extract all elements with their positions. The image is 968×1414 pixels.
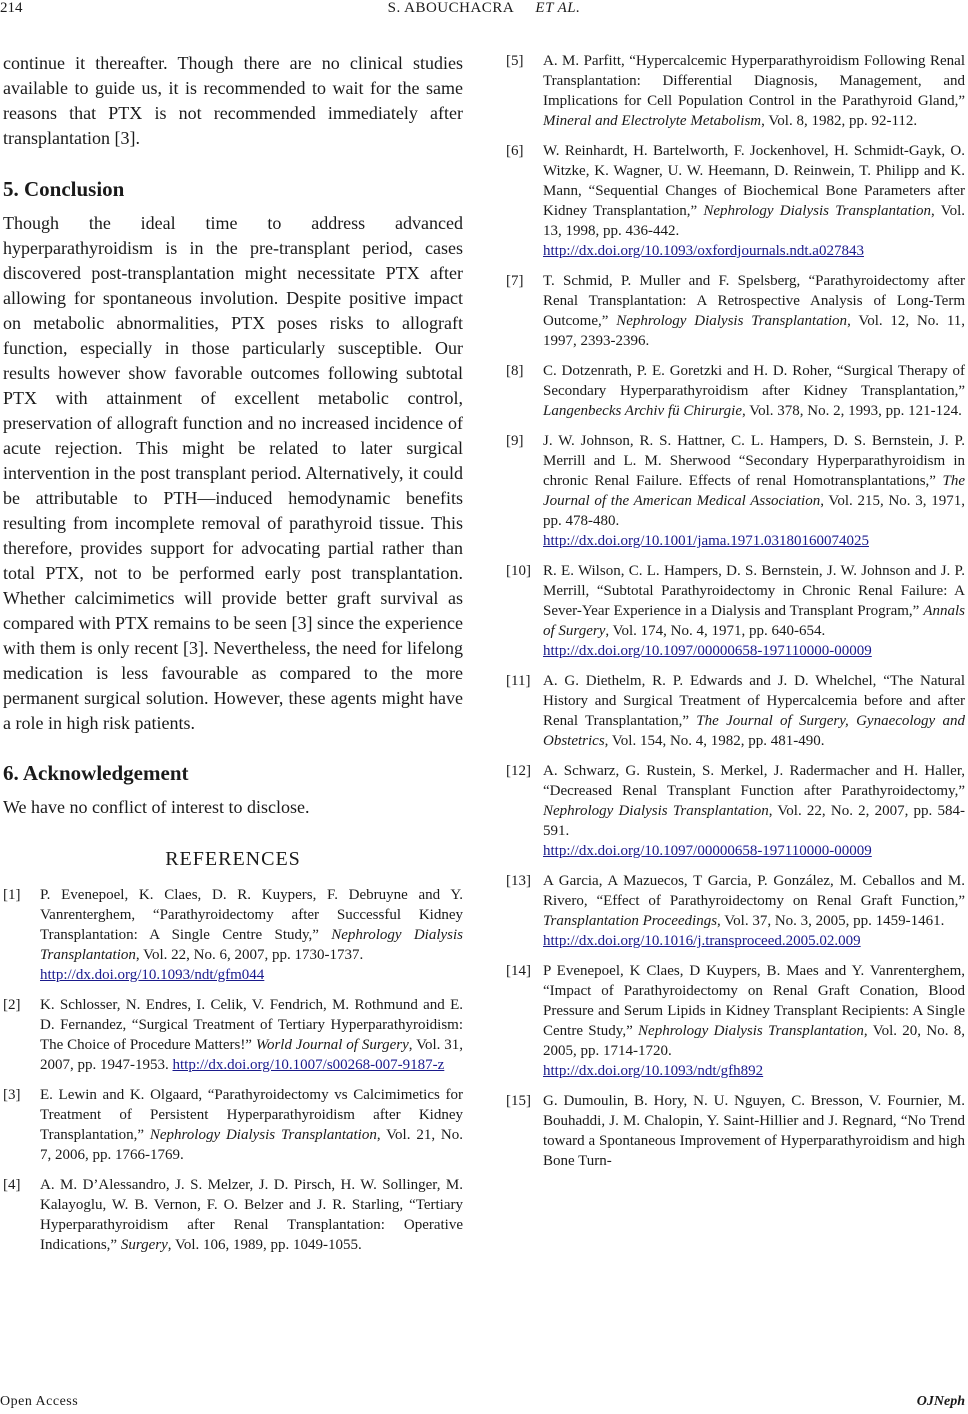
reference-journal: Annals of Surgery — [543, 603, 965, 639]
reference-journal: Transplantation Proceedings — [543, 913, 718, 929]
running-head — [0, 0, 968, 17]
reference-number: [3] — [3, 1087, 21, 1103]
reference-authors-title: W. Reinhardt, H. Bartelworth, F. Jockenhovel, H. Schmidt-Gayk, O. Witzke, K. Wagner, U. W. Heemann, D. Reinwein, T. Philipp and K. Mann, “Sequential Changes of Biochemical Bone Parameters after Kidney Transplantation,” — [543, 143, 965, 219]
reference-number: [11] — [506, 673, 531, 689]
reference-text — [40, 885, 463, 985]
reference-text — [543, 361, 965, 421]
reference-authors-title: A Garcia, A Mazuecos, T Garcia, P. González, M. Ceballos and M. Rivero, “Effect of Parathyroidectomy on Renal Graft Function,” — [543, 873, 965, 909]
reference-number: [10] — [506, 563, 531, 579]
reference-journal: Nephrology Dialysis Transplantation — [543, 803, 769, 819]
reference-journal: Mineral and Electrolyte Metabolism — [543, 113, 762, 129]
reference-authors-title: J. W. Johnson, R. S. Hattner, C. L. Hampers, D. S. Bernstein, J. P. Merrill and L. M. Sherwood “Secondary Hyperparathyroidism in chronic Renal Failure. Effects of renal Homotransplantations,” — [543, 433, 965, 489]
reference-doi-link[interactable]: http://dx.doi.org/10.1093/ndt/gfm044 — [40, 967, 265, 983]
reference-item — [506, 871, 965, 951]
reference-number: [6] — [506, 143, 524, 159]
reference-item — [506, 761, 965, 861]
reference-number: [13] — [506, 873, 531, 889]
reference-text — [543, 51, 965, 131]
right-column — [506, 51, 965, 1181]
reference-item — [506, 1091, 965, 1171]
reference-authors-title: P. Evenepoel, K. Claes, D. R. Kuypers, F. Debruyne and Y. Vanrenterghem, “Parathyroidectomy after Successful Kidney Transplantation: A Single Centre Study,” — [40, 887, 463, 943]
reference-number: [2] — [3, 997, 21, 1013]
reference-doi-link[interactable]: http://dx.doi.org/10.1001/jama.1971.03180160074025 — [543, 533, 869, 549]
reference-details: , Vol. 12, No. 11, 1997, 2393-2396. — [543, 313, 966, 349]
running-head-et-al: ET AL. — [535, 0, 581, 16]
reference-details: , Vol. 215, No. 3, 1971, pp. 478-480. — [543, 493, 965, 529]
reference-authors-title: A. M. D’Alessandro, J. S. Melzer, J. D. Pirsch, H. W. Sollinger, M. Kalayoglu, W. B. Vernon, F. O. Belzer and J. R. Starling, “Tertiary Hyperparathyroidism after Renal Transplantation: Operative Indications,” — [40, 1177, 463, 1253]
reference-authors-title: E. Lewin and K. Olgaard, “Parathyroidectomy vs Calcimimetics for Treatment of Persistent Hyperparathyroidism after Kidney Transplantation,” — [40, 1087, 463, 1143]
reference-text — [543, 961, 965, 1081]
reference-details: , Vol. 106, 1989, pp. 1049-1055. — [167, 1237, 362, 1253]
reference-item — [3, 1085, 463, 1165]
footer-open-access: Open Access — [0, 1394, 79, 1409]
reference-details: , Vol. 8, 1982, pp. 92-112. — [761, 113, 918, 129]
reference-authors-title: P Evenepoel, K Claes, D Kuypers, B. Maes and Y. Vanrenterghem, “Impact of Parathyroidectomy on Renal Graft Conation, Blood Pressure and Serum Lipids in Kidney Transplant Recipients: A Single Centre Study,” — [543, 963, 965, 1039]
reference-journal: Nephrology Dialysis Transplantation — [703, 203, 932, 219]
reference-details: , Vol. 21, No. 7, 2006, pp. 1766-1769. — [40, 1127, 463, 1163]
reference-journal: Nephrology Dialysis Transplantation — [616, 313, 848, 329]
reference-doi-link[interactable]: http://dx.doi.org/10.1097/00000658-197110000-00009 — [543, 843, 872, 859]
acknowledgement-heading: 6. Acknowledgement — [3, 761, 189, 785]
reference-authors-title: K. Schlosser, N. Endres, I. Celik, V. Fendrich, M. Rothmund and E. D. Fernandez, “Surgical Treatment of Tertiary Hyperparathyroidism: The Choice of Procedure Matters!” — [40, 997, 463, 1053]
reference-number: [7] — [506, 273, 524, 289]
reference-text — [543, 141, 965, 261]
reference-item — [506, 431, 965, 551]
reference-doi-link[interactable]: http://dx.doi.org/10.1093/oxfordjournals.ndt.a027843 — [543, 243, 864, 259]
running-head-authors: S. ABOUCHACRA — [387, 0, 515, 16]
reference-authors-title: C. Dotzenrath, P. E. Goretzki and H. D. Roher, “Surgical Therapy of Secondary Hyperparathyroidism after Kidney Transplantation,” — [543, 363, 965, 399]
conclusion-heading: 5. Conclusion — [3, 177, 125, 201]
reference-details: , Vol. 31, 2007, pp. 1947-1953. — [40, 1037, 464, 1073]
reference-item — [506, 141, 965, 261]
reference-authors-title: A. G. Diethelm, R. P. Edwards and J. D. Whelchel, “The Natural History and Surgical Treatment of Hypercalcemia before and after Renal Transplantation,” — [543, 673, 965, 729]
reference-text — [543, 1091, 965, 1171]
reference-text — [543, 871, 965, 951]
references-heading: REFERENCES — [165, 848, 301, 870]
reference-text — [543, 671, 965, 751]
acknowledgement-paragraph: We have no conflict of interest to disclose. — [3, 797, 310, 817]
reference-number: [1] — [3, 887, 21, 903]
reference-item — [506, 271, 965, 351]
reference-item — [506, 671, 965, 751]
reference-details: , Vol. 20, No. 8, 2005, pp. 1714-1720. — [543, 1023, 965, 1059]
reference-item — [506, 51, 965, 131]
reference-text — [543, 271, 965, 351]
reference-text — [40, 1085, 463, 1165]
reference-number: [15] — [506, 1093, 531, 1109]
reference-number: [8] — [506, 363, 524, 379]
reference-journal: Nephrology Dialysis Transplantation — [40, 927, 464, 963]
reference-item — [3, 885, 463, 985]
reference-text — [40, 1175, 463, 1255]
reference-item — [506, 561, 965, 661]
reference-authors-title: G. Dumoulin, B. Hory, N. U. Nguyen, C. Bresson, V. Fournier, M. Bouhaddi, J. M. Chalopin, Y. Saint-Hillier and J. Regnard, “No Trend toward a Spontaneous Improvement of Hyperparathyroidism and high Bone Turn- — [543, 1093, 965, 1169]
reference-authors-title: R. E. Wilson, C. L. Hampers, D. S. Bernstein, J. W. Johnson and J. P. Merrill, “Subtotal Parathyroidectomy in Chronic Renal Failure: A Sever-Year Experience in a Dialysis and Transplant Program,” — [543, 563, 965, 619]
reference-doi-link[interactable]: http://dx.doi.org/10.1097/00000658-197110000-00009 — [543, 643, 872, 659]
reference-item — [506, 961, 965, 1081]
reference-item — [3, 995, 463, 1075]
reference-authors-title: A. M. Parfitt, “Hypercalcemic Hyperparathyroidism Following Renal Transplantation: Differential Diagnosis, Management, and Implications for Cell Population Control in the Parathyroid Gland,” — [543, 53, 965, 109]
page-number: 214 — [0, 0, 23, 16]
reference-doi-link[interactable]: http://dx.doi.org/10.1007/s00268-007-9187-z — [172, 1057, 445, 1073]
reference-number: [12] — [506, 763, 531, 779]
reference-details: , Vol. 378, No. 2, 1993, pp. 121-124. — [742, 403, 962, 419]
reference-journal: The Journal of the American Medical Association — [543, 473, 965, 509]
reference-journal: Surgery — [120, 1237, 168, 1253]
reference-journal: World Journal of Surgery — [255, 1037, 409, 1053]
reference-authors-title: T. Schmid, P. Muller and F. Spelsberg, “Parathyroidectomy after Renal Transplantation: A Retrospective Analysis of Long-Term Outcome,” — [543, 273, 965, 329]
conclusion-paragraph: Though the ideal time to address advanced hyperparathyroidism is in the pre-transplant period, cases discovered post-transplantation might necessitate PTX after allowing for spontaneous involution. Despite positive impact on metabolic abnormalities, PTX poses risks to allograft function, especially in those particularly susceptible. Our results however show favorable outcomes following subtotal PTX with attainment of excellent metabolic control, preservation of allograft function and no increased incidence of acute rejection. This might be related to later surgical intervention in the post transplant period. Alternatively, it could be attributable to PTH—induced hemodynamic benefits resulting from incomplete removal of parathyroid tissue. This therefore, provides support for advocating partial rather than total PTX, not to be performed early post transplantation. Whether calcimimetics will provide better graft survival as compared with PTX remains to be seen [3] since the experience with them is only recent [3]. Nevertheless, the need for lifelong medication is less favourable as compared to the more permanent surgical solution. However, these agents might have a role in high risk patients. — [3, 213, 463, 733]
reference-item — [506, 361, 965, 421]
reference-details: , Vol. 154, No. 4, 1982, pp. 481-490. — [604, 733, 825, 749]
reference-text — [40, 995, 463, 1075]
reference-authors-title: A. Schwarz, G. Rustein, S. Merkel, J. Radermacher and H. Haller, “Decreased Renal Transplant Function after Parathyroidectomy,” — [543, 763, 965, 799]
reference-doi-link[interactable]: http://dx.doi.org/10.1093/ndt/gfh892 — [543, 1063, 764, 1079]
left-column — [3, 51, 463, 1265]
reference-text — [543, 561, 965, 661]
reference-journal: The Journal of Surgery, Gynaecology and Obstetrics — [543, 713, 965, 749]
reference-details: , Vol. 174, No. 4, 1971, pp. 640-654. — [605, 623, 826, 639]
reference-number: [4] — [3, 1177, 21, 1193]
references-list-left — [3, 885, 463, 1255]
reference-details: , Vol. 13, 1998, pp. 436-442. — [543, 203, 966, 239]
reference-number: [9] — [506, 433, 524, 449]
reference-text — [543, 431, 965, 551]
references-list-right — [506, 51, 965, 1171]
reference-item — [3, 1175, 463, 1255]
reference-details: , Vol. 37, No. 3, 2005, pp. 1459-1461. — [717, 913, 945, 929]
reference-text — [543, 761, 965, 861]
reference-journal: Nephrology Dialysis Transplantation — [149, 1127, 377, 1143]
reference-journal: Langenbecks Archiv fü Chirurgie — [543, 403, 742, 419]
reference-details: , Vol. 22, No. 2, 2007, pp. 584-591. — [543, 803, 965, 839]
reference-details: , Vol. 22, No. 6, 2007, pp. 1730-1737. — [135, 947, 364, 963]
footer-journal: OJNeph — [916, 1394, 965, 1409]
intro-paragraph: continue it thereafter. Though there are no clinical studies available to guide us, it is recommended to wait for the same reasons that PTX is not recommended immediately after transplantation [3]. — [3, 53, 463, 148]
reference-number: [5] — [506, 53, 524, 69]
reference-doi-link[interactable]: http://dx.doi.org/10.1016/j.transproceed.2005.02.009 — [543, 933, 861, 949]
reference-number: [14] — [506, 963, 531, 979]
reference-journal: Nephrology Dialysis Transplantation — [638, 1023, 864, 1039]
